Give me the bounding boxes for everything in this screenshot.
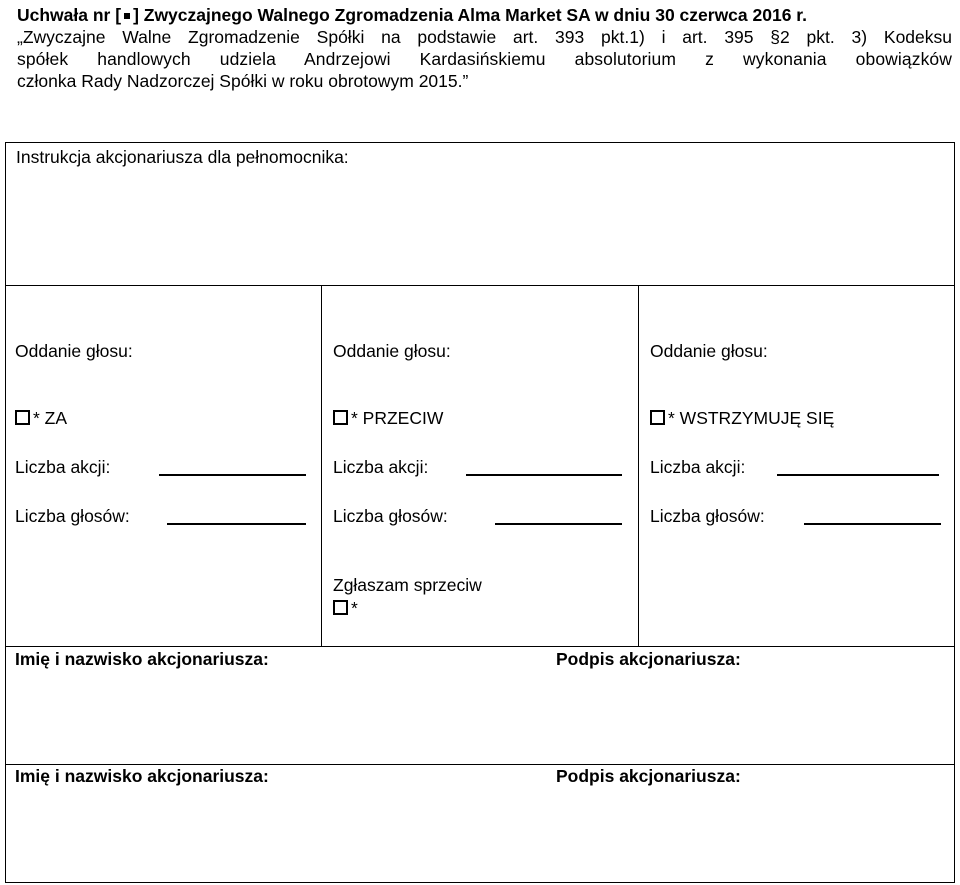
votes-label-against: Liczba głosów: — [333, 506, 448, 526]
votes-field-against[interactable] — [495, 523, 622, 525]
shareholder-signature-label-1: Podpis akcjonariusza: — [556, 649, 741, 669]
shareholder-name-label-1: Imię i nazwisko akcjonariusza: — [15, 649, 269, 669]
votes-field-for[interactable] — [167, 523, 306, 525]
vote-option-against-label: * PRZECIW — [351, 408, 444, 428]
resolution-title-post: ] Zwyczajnego Walnego Zgromadzenia Alma Market SA w dniu 30 czerwca 2016 r. — [133, 5, 808, 25]
objection-mark: * — [351, 598, 358, 618]
shares-label-for: Liczba akcji: — [15, 457, 111, 477]
instructions-field[interactable] — [6, 172, 954, 284]
signature-divider-1 — [5, 646, 955, 647]
vote-heading-for: Oddanie głosu: — [15, 341, 133, 361]
resolution-body-line-3: członka Rady Nadzorczej Spółki w roku obrotowym 2015.” — [17, 71, 469, 91]
resolution-body-line-1: „Zwyczajne Walne Zgromadzenie Spółki na podstawie art. 393 pkt.1) i art. 395 §2 pkt. 3) Kodeksu — [17, 27, 952, 47]
column-divider-2 — [638, 285, 639, 647]
shareholder-signature-label-2: Podpis akcjonariusza: — [556, 766, 741, 786]
objection-label: Zgłaszam sprzeciw — [333, 575, 482, 595]
resolution-title — [17, 4, 952, 26]
square-bullet-icon — [124, 13, 130, 19]
shares-field-for[interactable] — [159, 474, 306, 476]
vote-option-against[interactable] — [333, 407, 443, 429]
vote-option-abstain[interactable] — [650, 407, 834, 429]
shareholder-signature-field-2[interactable] — [548, 790, 954, 880]
shares-label-against: Liczba akcji: — [333, 457, 429, 477]
resolution-title-pre: Uchwała nr [ — [17, 5, 122, 25]
votes-label-for: Liczba głosów: — [15, 506, 130, 526]
vote-option-for-label: * ZA — [33, 408, 68, 428]
instructions-divider — [5, 285, 955, 286]
objection-option[interactable] — [333, 597, 358, 619]
shareholder-name-label-2: Imię i nazwisko akcjonariusza: — [15, 766, 269, 786]
shareholder-signature-field-1[interactable] — [548, 672, 954, 762]
vote-heading-against: Oddanie głosu: — [333, 341, 451, 361]
column-divider-1 — [321, 285, 322, 647]
resolution-body-line-2: spółek handlowych udziela Andrzejowi Kardasińskiemu absolutorium z wykonania obowiązków — [17, 49, 952, 69]
votes-label-abstain: Liczba głosów: — [650, 506, 765, 526]
instructions-label: Instrukcja akcjonariusza dla pełnomocnika: — [16, 147, 349, 167]
checkbox-icon[interactable] — [15, 410, 30, 425]
shares-label-abstain: Liczba akcji: — [650, 457, 746, 477]
vote-option-abstain-label: * WSTRZYMUJĘ SIĘ — [668, 408, 835, 428]
checkbox-icon[interactable] — [333, 410, 348, 425]
vote-option-for[interactable] — [15, 407, 67, 429]
shareholder-name-field-1[interactable] — [6, 672, 546, 762]
shareholder-name-field-2[interactable] — [6, 790, 546, 880]
checkbox-icon[interactable] — [650, 410, 665, 425]
resolution-header — [17, 4, 952, 92]
vote-heading-abstain: Oddanie głosu: — [650, 341, 768, 361]
shares-field-against[interactable] — [466, 474, 622, 476]
checkbox-icon[interactable] — [333, 600, 348, 615]
shares-field-abstain[interactable] — [777, 474, 939, 476]
votes-field-abstain[interactable] — [804, 523, 941, 525]
